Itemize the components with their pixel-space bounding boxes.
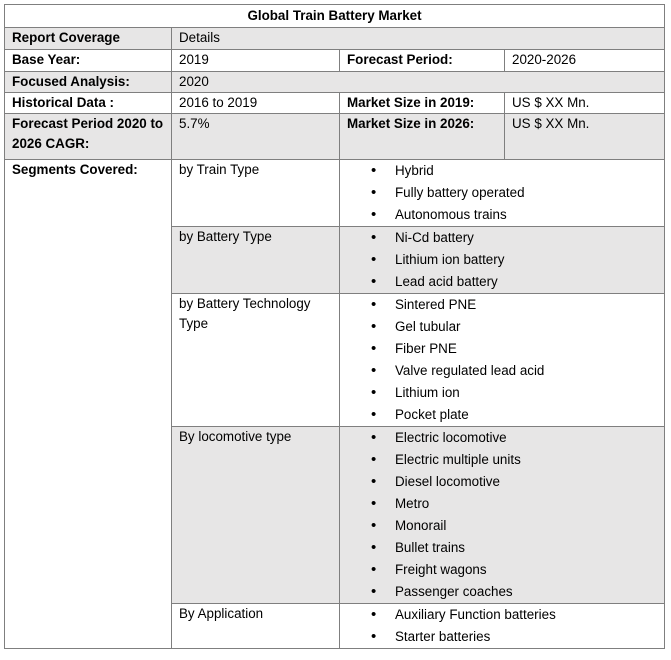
list-item: • Fully battery operated — [347, 182, 657, 204]
segments-covered-label: Segments Covered: — [5, 160, 172, 649]
list-item: • Bullet trains — [347, 537, 657, 559]
segment-list — [347, 294, 657, 426]
segment-category: By Application — [172, 604, 340, 649]
segment-category: by Battery Technology Type — [172, 294, 340, 427]
list-item: • Diesel locomotive — [347, 471, 657, 493]
details-header: Details — [172, 28, 665, 50]
list-item: • Ni-Cd battery — [347, 227, 657, 249]
report-coverage-header: Report Coverage — [5, 28, 172, 50]
list-item: • Sintered PNE — [347, 294, 657, 316]
segment-list — [347, 227, 657, 293]
base-year-value: 2019 — [172, 50, 340, 72]
segment-items — [340, 160, 665, 227]
base-year-label: Base Year: — [5, 50, 172, 72]
segment-category: By locomotive type — [172, 427, 340, 604]
segment-items — [340, 294, 665, 427]
report-table-container — [4, 4, 664, 649]
cagr-value: 5.7% — [172, 114, 340, 160]
segment-category: by Battery Type — [172, 227, 340, 294]
list-item: • Starter batteries — [347, 626, 657, 648]
segment-list — [347, 604, 657, 648]
market-size-2026-label: Market Size in 2026: — [340, 114, 505, 160]
list-item: • Auxiliary Function batteries — [347, 604, 657, 626]
list-item: • Valve regulated lead acid — [347, 360, 657, 382]
list-item: • Passenger coaches — [347, 581, 657, 603]
list-item: • Lithium ion battery — [347, 249, 657, 271]
list-item: • Lead acid battery — [347, 271, 657, 293]
historical-data-value: 2016 to 2019 — [172, 93, 340, 114]
segment-list — [347, 427, 657, 603]
list-item: • Metro — [347, 493, 657, 515]
focused-analysis-value: 2020 — [172, 72, 665, 93]
market-size-2026-value: US $ XX Mn. — [505, 114, 665, 160]
list-item: • Electric locomotive — [347, 427, 657, 449]
historical-data-label: Historical Data : — [5, 93, 172, 114]
table-title: Global Train Battery Market — [5, 5, 665, 28]
forecast-period-value: 2020-2026 — [505, 50, 665, 72]
segment-items — [340, 604, 665, 649]
report-table — [4, 4, 665, 649]
list-item: • Lithium ion — [347, 382, 657, 404]
list-item: • Gel tubular — [347, 316, 657, 338]
segment-items — [340, 427, 665, 604]
segment-category: by Train Type — [172, 160, 340, 227]
market-size-2019-label: Market Size in 2019: — [340, 93, 505, 114]
list-item: • Freight wagons — [347, 559, 657, 581]
focused-analysis-label: Focused Analysis: — [5, 72, 172, 93]
list-item: • Autonomous trains — [347, 204, 657, 226]
forecast-period-label: Forecast Period: — [340, 50, 505, 72]
list-item: • Hybrid — [347, 160, 657, 182]
list-item: • Electric multiple units — [347, 449, 657, 471]
segment-list — [347, 160, 657, 226]
market-size-2019-value: US $ XX Mn. — [505, 93, 665, 114]
list-item: • Monorail — [347, 515, 657, 537]
segment-items — [340, 227, 665, 294]
list-item: • Pocket plate — [347, 404, 657, 426]
cagr-label: Forecast Period 2020 to 2026 CAGR: — [5, 114, 172, 160]
list-item: • Fiber PNE — [347, 338, 657, 360]
